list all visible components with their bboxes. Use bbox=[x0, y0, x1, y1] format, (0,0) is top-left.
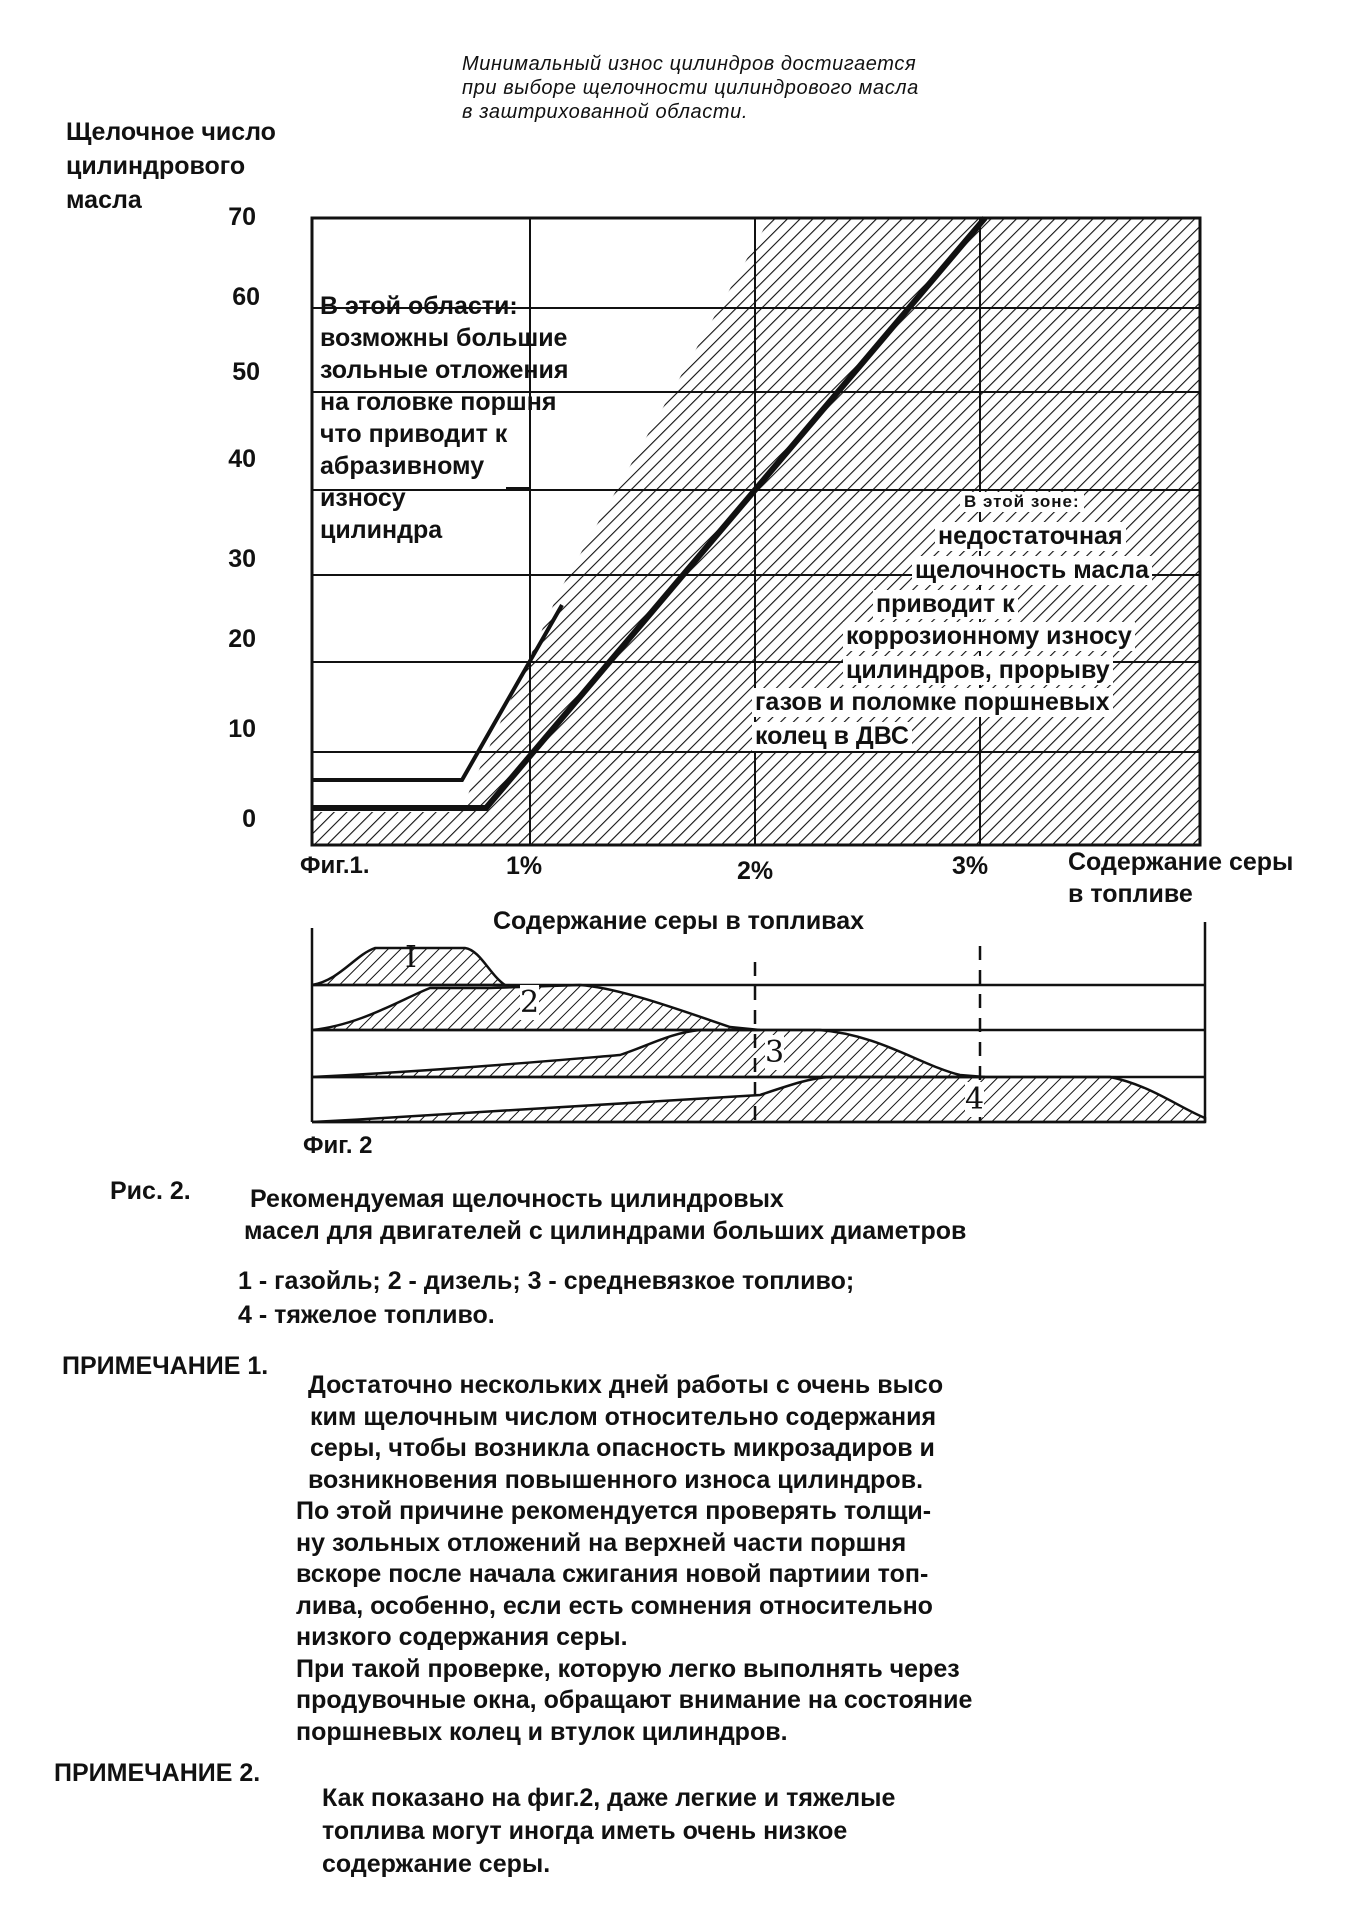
x-tick: 1% bbox=[506, 852, 543, 880]
y-axis-label-line: масла bbox=[66, 186, 142, 214]
fuel-curve-3 bbox=[312, 1030, 985, 1077]
x-axis-label-line: в топливе bbox=[1068, 880, 1193, 908]
annotation-line: цилиндра bbox=[320, 516, 443, 544]
y-tick: 30 bbox=[228, 545, 256, 573]
note-2-line: Как показано на фиг.2, даже легкие и тяжелые bbox=[322, 1784, 896, 1812]
note-1-line: При такой проверке, которую легко выполнять через bbox=[296, 1654, 960, 1683]
x-tick: 3% bbox=[952, 852, 989, 880]
y-tick: 10 bbox=[228, 715, 256, 743]
legend-line: 4 - тяжелое топливо. bbox=[238, 1301, 495, 1329]
note-1-line: ким щелочным числом относительно содержания bbox=[310, 1402, 937, 1431]
figure-caption-text bbox=[244, 1183, 966, 1247]
note-1-line: возникновения повышенного износа цилиндров. bbox=[308, 1465, 924, 1494]
caption-line: масел для двигателей с цилиндрами больших диаметров bbox=[244, 1217, 967, 1245]
x-tick: 2% bbox=[737, 857, 774, 885]
legend-line: 1 - газойль; 2 - дизель; 3 - средневязкое топливо; bbox=[238, 1267, 855, 1295]
annotation-line: износу bbox=[320, 484, 406, 512]
annotation-line: зольные отложения bbox=[320, 356, 569, 384]
note-1-title: ПРИМЕЧАНИЕ 1. bbox=[62, 1352, 269, 1380]
note-1-line: ну зольных отложений на верхней части поршня bbox=[296, 1528, 907, 1557]
caption-line: Рекомендуемая щелочность цилиндровых bbox=[250, 1185, 784, 1213]
note-1-line: серы, чтобы возникла опасность микрозадиров и bbox=[310, 1434, 935, 1462]
note-1-line: вскоре после начала сжигания новой партиии топ- bbox=[296, 1560, 929, 1588]
y-tick: 60 bbox=[232, 283, 260, 311]
annotation-line: абразивному bbox=[320, 452, 485, 480]
right-zone-line: газов и поломке поршневых bbox=[752, 688, 1113, 717]
curve-label-4: 4 bbox=[965, 1082, 985, 1117]
y-tick: 70 bbox=[228, 203, 256, 231]
note-1-body bbox=[296, 1370, 972, 1748]
y-axis-label-line: Щелочное число bbox=[66, 118, 276, 146]
y-axis-label-line: цилиндрового bbox=[66, 152, 246, 180]
note-1-line: По этой причине рекомендуется проверять толщи- bbox=[296, 1497, 932, 1525]
top-caption-line: Минимальный износ цилиндров достигается bbox=[462, 53, 917, 75]
annotation-line: на головке поршня bbox=[320, 388, 557, 416]
right-zone-line: коррозионному износу bbox=[843, 622, 1135, 651]
y-tick: 40 bbox=[228, 445, 256, 473]
right-zone-line: цилиндров, прорыву bbox=[843, 656, 1113, 685]
figure-2-title: Содержание серы в топливах bbox=[493, 907, 865, 935]
note-1-line: Достаточно нескольких дней работы с очень высо bbox=[308, 1371, 944, 1399]
note-2-line: топлива могут иногда иметь очень низкое bbox=[322, 1817, 848, 1845]
note-1-line: продувочные окна, обращают внимание на состояние bbox=[296, 1686, 973, 1714]
y-tick: 20 bbox=[228, 625, 256, 653]
y-tick: 50 bbox=[232, 358, 260, 386]
figure-1-label: Фиг.1. bbox=[300, 852, 370, 879]
curve-label-2: 2 bbox=[520, 985, 540, 1020]
curve-label-3: 3 bbox=[765, 1035, 785, 1070]
curve-label-1: I bbox=[405, 940, 417, 975]
annotation-line: возможны большие bbox=[320, 324, 568, 352]
note-2-line: содержание серы. bbox=[322, 1850, 551, 1878]
note-1-line: поршневых колец и втулок цилиндров. bbox=[296, 1717, 788, 1746]
top-caption-line: в заштрихованной области. bbox=[462, 101, 748, 123]
y-tick: 0 bbox=[242, 805, 256, 833]
x-axis-label-line: Содержание серы bbox=[1068, 848, 1294, 876]
figure-2-label: Фиг. 2 bbox=[303, 1132, 373, 1159]
right-zone-line: недостаточная bbox=[935, 522, 1126, 551]
note-1-line: лива, особенно, если есть сомнения относительно bbox=[296, 1591, 933, 1620]
figure-caption-label: Рис. 2. bbox=[110, 1177, 191, 1205]
note-2-body bbox=[322, 1782, 895, 1881]
note-2-title: ПРИМЕЧАНИЕ 2. bbox=[54, 1759, 261, 1787]
fuel-curve-4 bbox=[312, 1077, 1205, 1122]
top-caption-line: при выборе щелочности цилиндрового масла bbox=[462, 77, 919, 99]
note-1-line: низкого содержания серы. bbox=[296, 1623, 628, 1651]
right-zone-title: В этой зоне: bbox=[960, 492, 1084, 512]
annotation-line: что приводит к bbox=[320, 420, 508, 448]
right-zone-line: колец в ДВС bbox=[752, 722, 912, 751]
right-zone-line: щелочность масла bbox=[912, 556, 1152, 585]
annotation-line: В этой области: bbox=[320, 292, 518, 320]
right-zone-line: приводит к bbox=[873, 590, 1018, 619]
